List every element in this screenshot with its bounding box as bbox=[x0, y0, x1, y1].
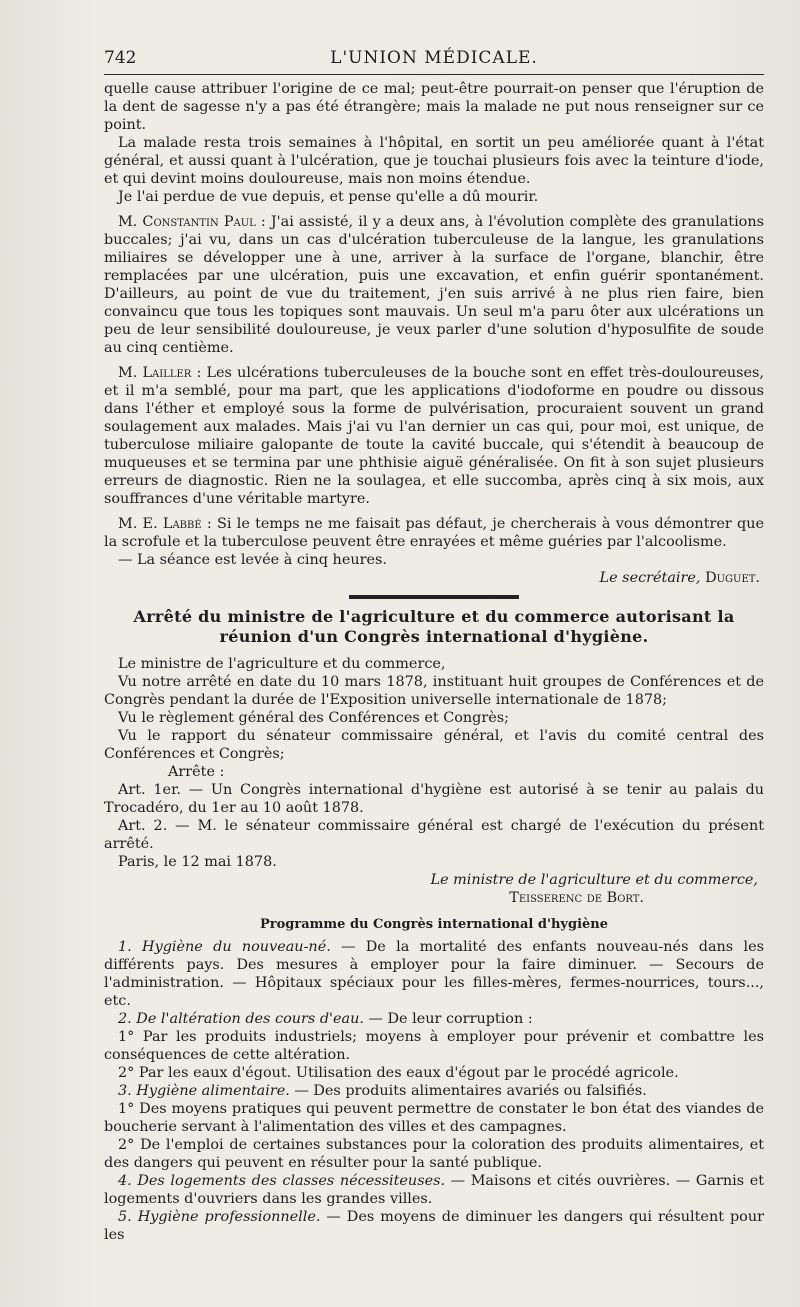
decree-article-1: Art. 1er. — Un Congrès international d'hygiène est autorisé à se tenir au palais du Trocadéro, du 1er au 10 août 1878. bbox=[104, 782, 764, 816]
secretary-signature bbox=[104, 569, 764, 587]
decree-arrete: Arrête : bbox=[168, 764, 225, 780]
speaker-name: M. Constantin Paul bbox=[118, 214, 256, 230]
program-item-text: — Maisons et cités ouvrières. — Garnis et logements d'ouvriers dans les grandes villes. bbox=[104, 1173, 764, 1207]
paragraph: quelle cause attribuer l'origine de ce mal; peut-être pourrait-on penser que l'éruption de la dent de sagesse n'y a pas été étrangère; mais la malade ne put nous renseigner sur ce point. bbox=[104, 81, 764, 133]
program-item-text: — De la mortalité des enfants nouveau-nés dans les différents pays. Des mesures à employer pour la faire diminuer. — Secours de l'administration. — Hôpitaux spéciaux pour les filles-mères, fermes-nourrices, tours..., etc. bbox=[104, 939, 764, 1009]
journal-title: L'UNION MÉDICALE. bbox=[330, 48, 538, 68]
program-item-label: 1. Hygiène du nouveau-né. bbox=[118, 939, 331, 955]
decree-title-line: Arrêté du ministre de l'agriculture et du commerce autorisant la bbox=[133, 607, 735, 626]
program-item-label: 2. De l'altération des cours d'eau. bbox=[118, 1011, 364, 1027]
program-subitem: 2° De l'emploi de certaines substances pour la coloration des produits alimentaires, et des dangers qui peuvent en résulter pour la santé publique. bbox=[104, 1137, 764, 1171]
header-rule bbox=[104, 74, 764, 75]
secretary-label: Le secrétaire, bbox=[599, 570, 701, 586]
decree-line: Vu le rapport du sénateur commissaire général, et l'avis du comité central des Conférences et Congrès; bbox=[104, 728, 764, 762]
speaker-paragraph-labbe bbox=[104, 515, 764, 551]
section-divider bbox=[349, 595, 519, 599]
decree-line: Le ministre de l'agriculture et du commerce, bbox=[118, 656, 446, 672]
decree-title bbox=[104, 607, 764, 647]
paragraph: La malade resta trois semaines à l'hôpital, en sortit un peu améliorée quant à l'état général, et aussi quant à l'ulcération, que je touchai plusieurs fois avec la teinture d'iode, et qui devint moins douloureuse, mais non moins étendue. bbox=[104, 135, 764, 187]
paragraph: Je l'ai perdue de vue depuis, et pense qu'elle a dû mourir. bbox=[118, 189, 539, 205]
program-item-text: — Des produits alimentaires avariés ou falsifiés. bbox=[289, 1083, 647, 1099]
speaker-paragraph-paul bbox=[104, 213, 764, 357]
program-subitem: 1° Par les produits industriels; moyens à employer pour prévenir et combattre les conséquences de cette altération. bbox=[104, 1029, 764, 1063]
speaker-paragraph-lailler bbox=[104, 364, 764, 508]
speaker-text: : J'ai assisté, il y a deux ans, à l'évolution complète des granulations buccales; j'ai vu, dans un cas d'ulcération tuberculeuse de la langue, les granulations miliaires se développer une à une, arriver à la surface de l'organe, blanchir, être remplacées par une ulcération, puis une excavation, et enfin guérir spontanément. D'ailleurs, au point de vue du traitement, j'en suis arrivé à ne plus rien faire, bien convaincu que tous les topiques sont mauvais. Un seul m'a paru ôter aux ulcérations un peu de leur sensibilité douloureuse, je veux parler d'une solution d'hyposulfite de soude au cinq centième. bbox=[104, 214, 764, 356]
closing-line: — La séance est levée à cinq heures. bbox=[118, 552, 387, 568]
decree-line: Vu notre arrêté en date du 10 mars 1878, instituant huit groupes de Conférences et de Congrès pendant la durée de l'Exposition universelle internationale de 1878; bbox=[104, 674, 764, 708]
speaker-name: M. E. Labbé bbox=[118, 516, 202, 532]
program-item-2 bbox=[104, 1010, 764, 1028]
program-item-label: 4. Des logements des classes nécessiteuses. bbox=[118, 1173, 446, 1189]
decree-title-line: réunion d'un Congrès international d'hygiène. bbox=[219, 627, 649, 646]
program-item-3 bbox=[104, 1082, 764, 1100]
program-item-4 bbox=[104, 1172, 764, 1208]
speaker-text: : Les ulcérations tuberculeuses de la bouche sont en effet très-douloureuses, et il m'a semblé, pour ma part, que les applications d'iodoforme en poudre ou dissous dans l'éther et employé sous la forme de pulvérisation, procuraient souvent un grand soulagement aux malades. Mais j'ai vu l'an dernier un cas qui, pour moi, est unique, de tuberculose miliaire galopante de toute la cavité buccale, qui s'étendit à beaucoup de muqueuses et se termina par une phthisie aiguë généralisée. On fit à son sujet plusieurs erreurs de diagnostic. Rien ne la soulagea, et elle succomba, après cinq à six mois, aux souffrances d'une véritable martyre. bbox=[104, 365, 765, 507]
page-number: 742 bbox=[104, 48, 137, 68]
program-item-text: — Des moyens de diminuer les dangers qui résultent pour les bbox=[104, 1209, 764, 1243]
speaker-text: : Si le temps ne me faisait pas défaut, je chercherais à vous démontrer que la scrofule et la tuberculose peuvent être enrayées et même guéries par l'alcoolisme. bbox=[104, 516, 764, 550]
program-subitem: 2° Par les eaux d'égout. Utilisation des eaux d'égout par le procédé agricole. bbox=[118, 1065, 679, 1081]
article-body bbox=[104, 80, 764, 1244]
program-item-label: 5. Hygiène professionnelle. bbox=[118, 1209, 321, 1225]
program-subitem: 1° Des moyens pratiques qui peuvent permettre de constater le bon état des viandes de boucherie servant à l'alimentation des villes et des campagnes. bbox=[104, 1101, 764, 1135]
running-head bbox=[104, 48, 764, 76]
secretary-name: Duguet. bbox=[705, 570, 760, 586]
minister-name: Teisserenc de Bort. bbox=[509, 890, 644, 906]
minister-label: Le ministre de l'agriculture et du commerce, bbox=[430, 872, 758, 888]
program-item-1 bbox=[104, 938, 764, 1010]
decree-date: Paris, le 12 mai 1878. bbox=[118, 854, 277, 870]
program-item-text: — De leur corruption : bbox=[363, 1011, 533, 1027]
speaker-name: M. Lailler bbox=[118, 365, 192, 381]
program-item-label: 3. Hygiène alimentaire. bbox=[118, 1083, 290, 1099]
program-item-5 bbox=[104, 1208, 764, 1244]
decree-line: Vu le règlement général des Conférences et Congrès; bbox=[118, 710, 509, 726]
decree-article-2: Art. 2. — M. le sénateur commissaire général est chargé de l'exécution du présent arrêté. bbox=[104, 818, 764, 852]
program-title: Programme du Congrès international d'hygiène bbox=[260, 917, 608, 932]
